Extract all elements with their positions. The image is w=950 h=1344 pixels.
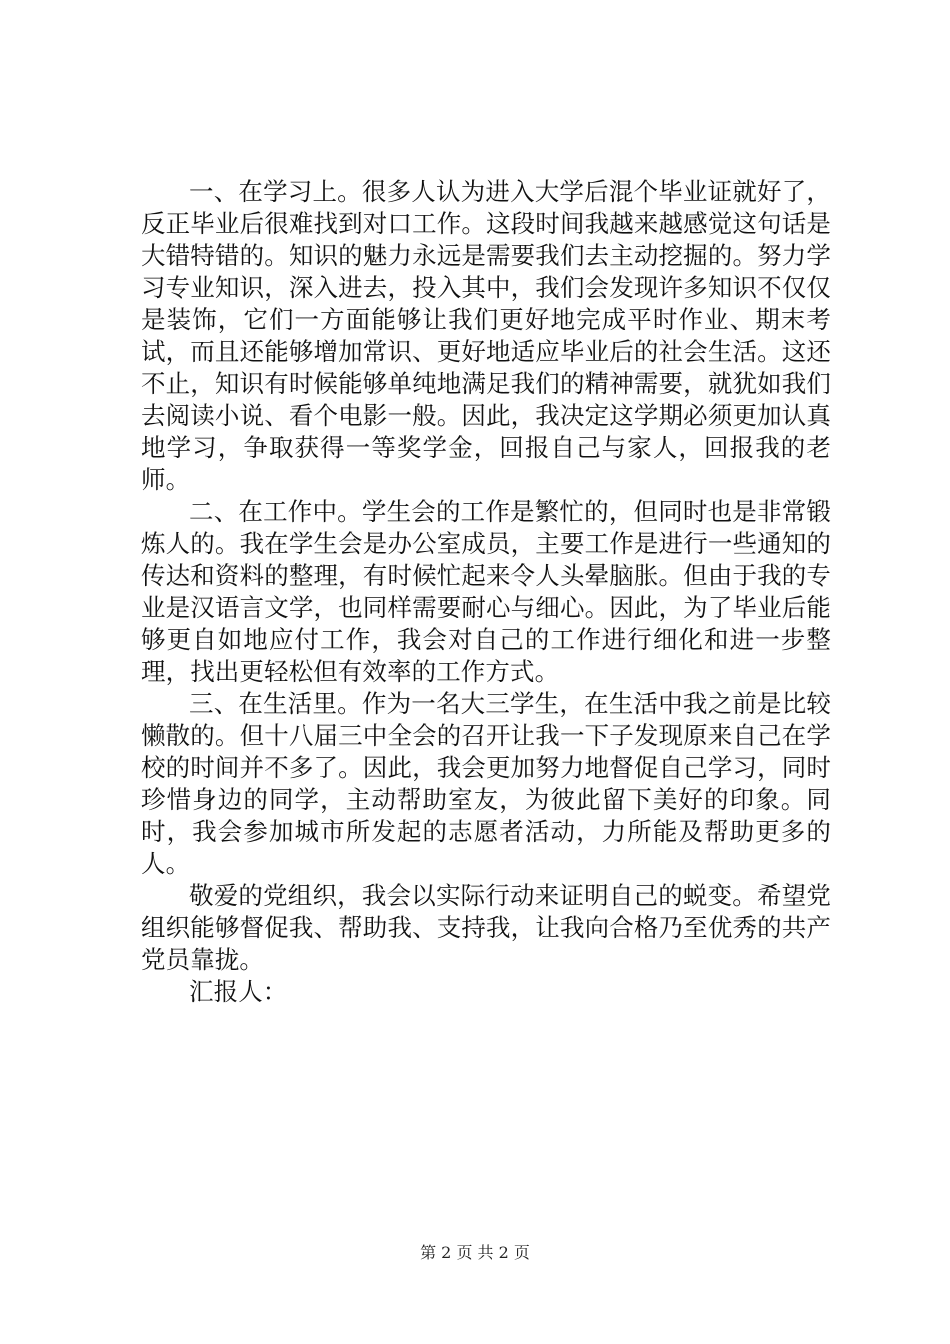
paragraph-life: 三、在生活里。作为一名大三学生，在生活中我之前是比较懒散的。但十八届三中全会的召开让我一下子发现原来自己在学校的时间并不多了。因此，我会更加努力地督促自己学习，同时珍惜身边的同学，主动帮助室友，为彼此留下美好的印象。同时，我会参加城市所发起的志愿者活动，力所能及帮助更多的人。 bbox=[141, 689, 831, 878]
page-number-footer: 第 2 页 共 2 页 bbox=[420, 1243, 530, 1262]
paragraph-study: 一、在学习上。很多人认为进入大学后混个毕业证就好了，反正毕业后很难找到对口工作。这段时间我越来越感觉这句话是大错特错的。知识的魅力永远是需要我们去主动挖掘的。努力学习专业知识，深入进去，投入其中，我们会发现许多知识不仅仅是装饰，它们一方面能够让我们更好地完成平时作业、期末考试，而且还能够增加常识、更好地适应毕业后的社会生活。这还不止，知识有时候能够单纯地满足我们的精神需要，就犹如我们去阅读小说、看个电影一般。因此，我决定这学期必须更加认真地学习，争取获得一等奖学金，回报自己与家人，回报我的老师。 bbox=[141, 177, 831, 494]
document-body bbox=[141, 176, 831, 1008]
paragraph-closing: 敬爱的党组织，我会以实际行动来证明自己的蜕变。希望党组织能够督促我、帮助我、支持我，让我向合格乃至优秀的共产党员靠拢。 bbox=[141, 881, 831, 974]
paragraph-signature: 汇报人： bbox=[189, 977, 288, 1006]
paragraph-work: 二、在工作中。学生会的工作是繁忙的，但同时也是非常锻炼人的。我在学生会是办公室成员，主要工作是进行一些通知的传达和资料的整理，有时候忙起来令人头晕脑胀。但由于我的专业是汉语言文学，也同样需要耐心与细心。因此，为了毕业后能够更自如地应付工作，我会对自己的工作进行细化和进一步整理，找出更轻松但有效率的工作方式。 bbox=[141, 497, 831, 686]
